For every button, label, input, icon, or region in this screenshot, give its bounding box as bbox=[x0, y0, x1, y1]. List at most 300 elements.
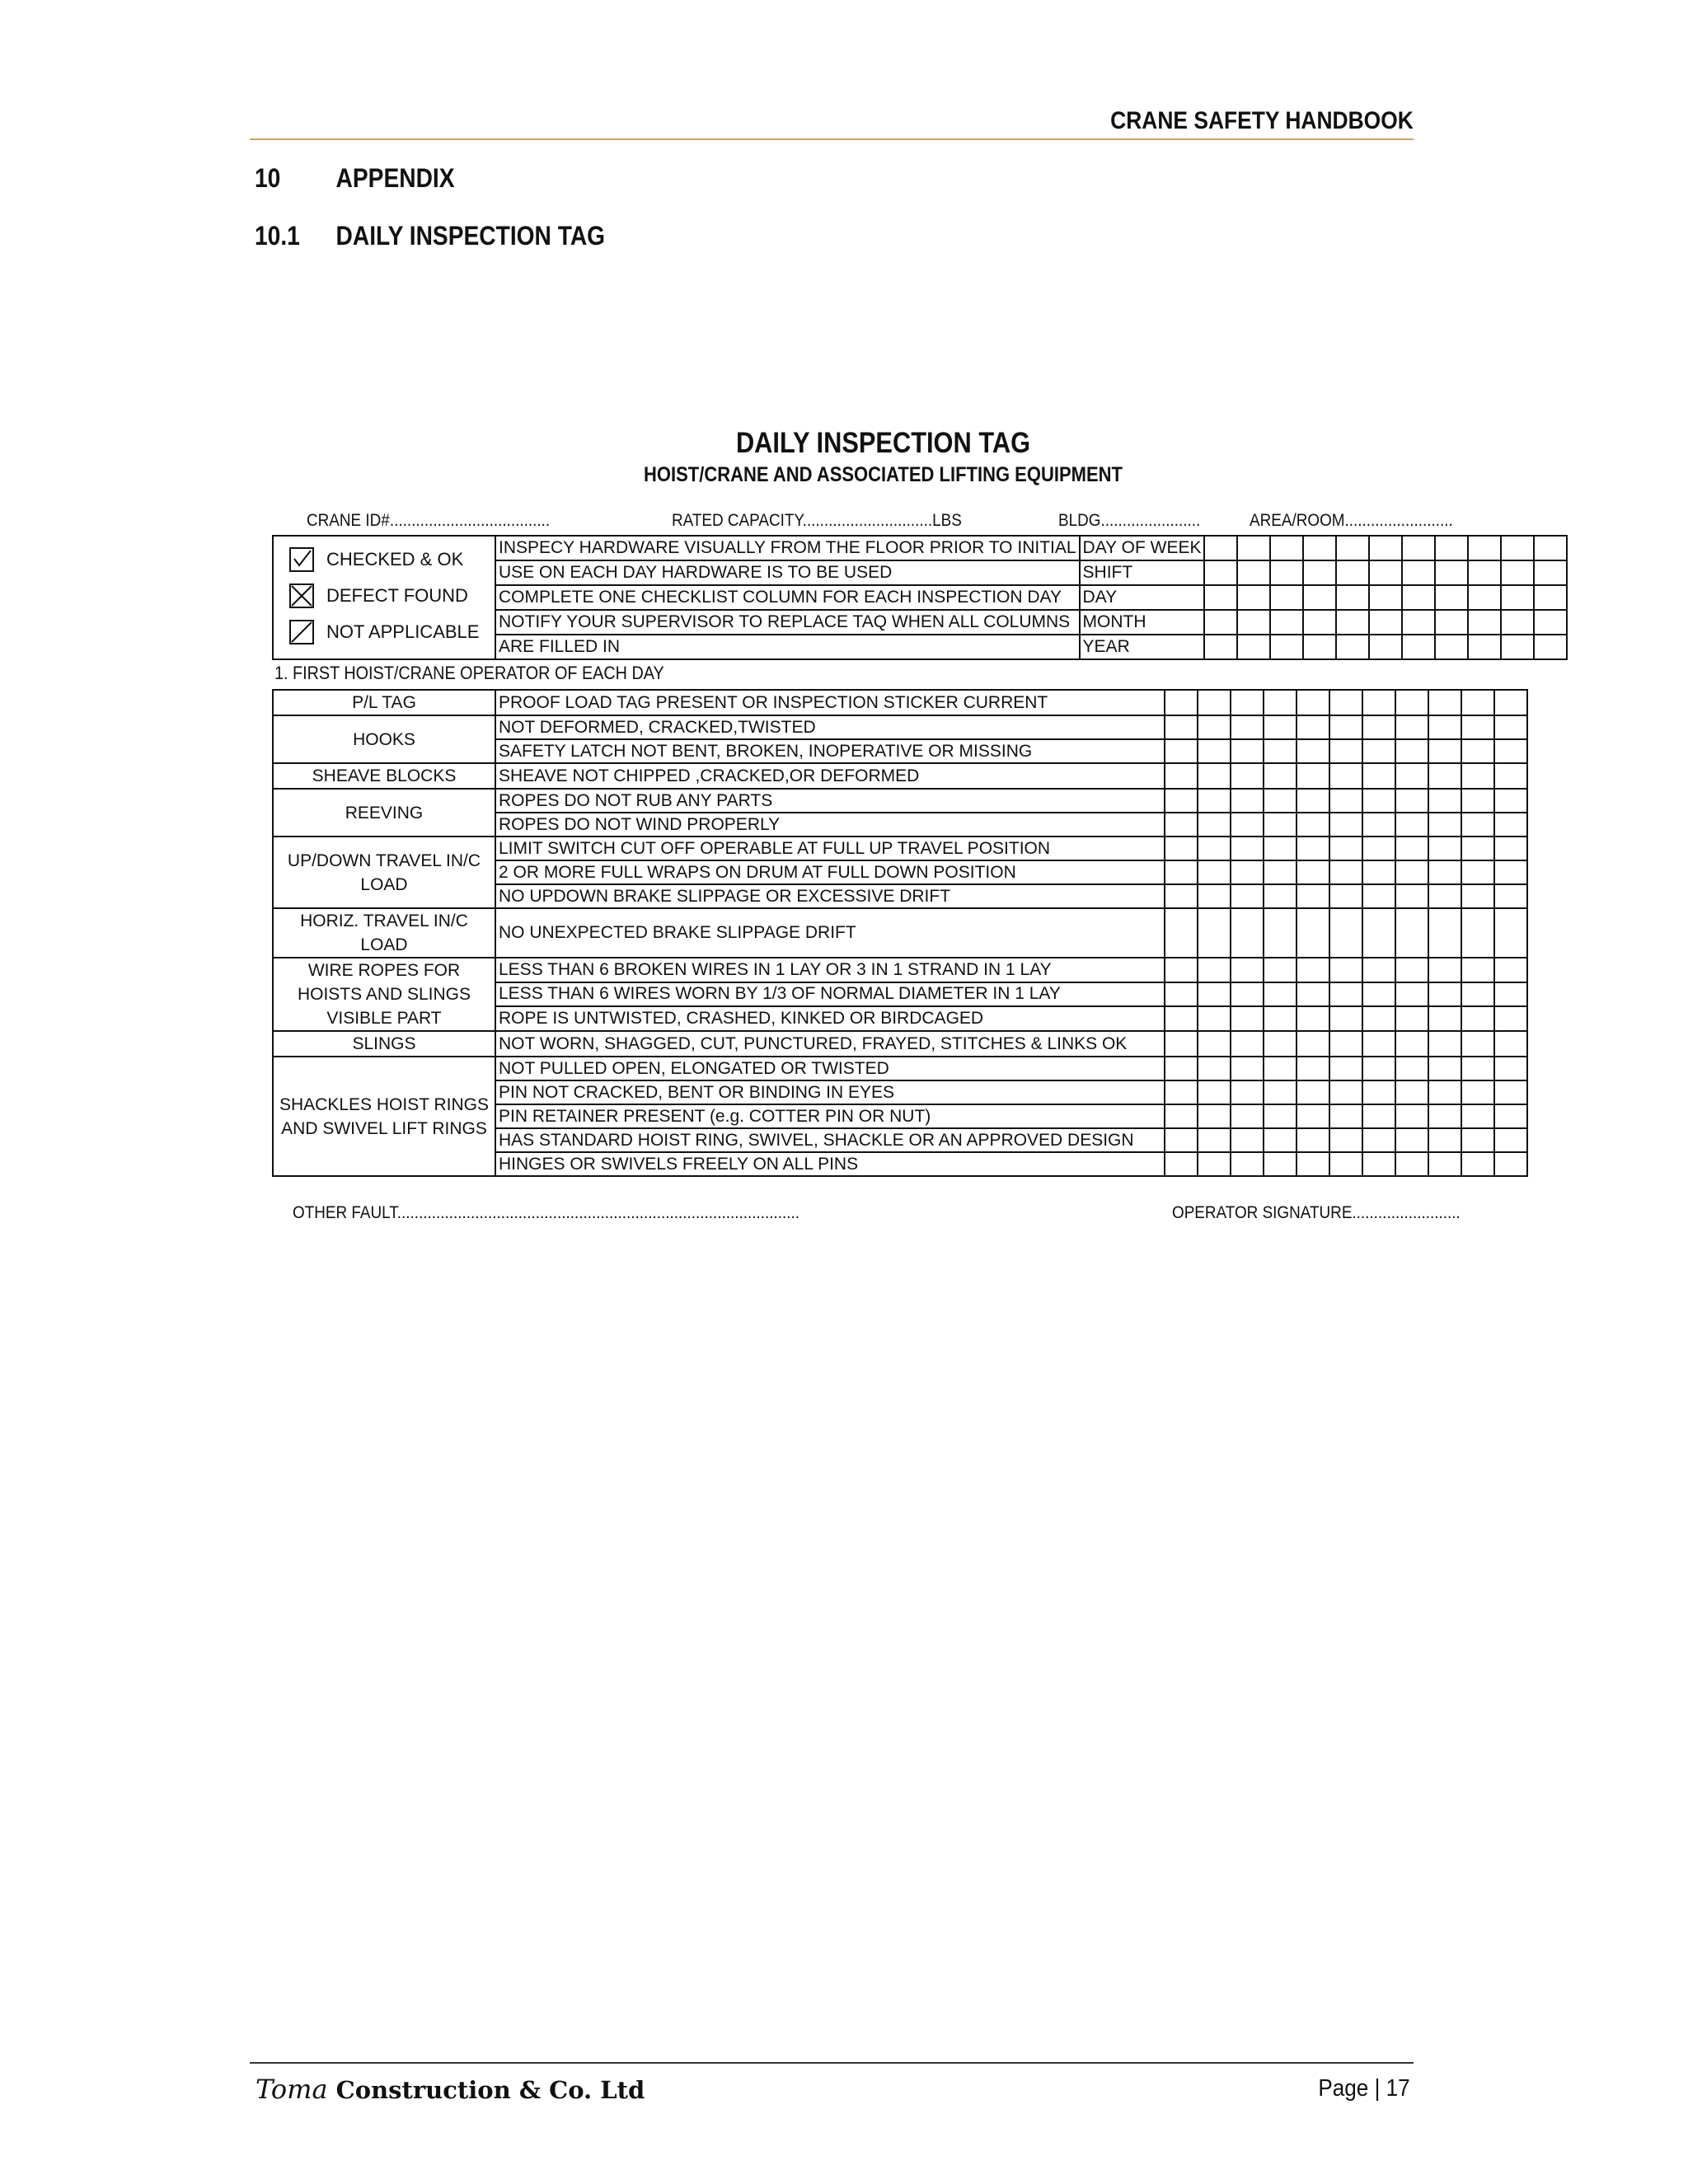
inspection-box[interactable] bbox=[1362, 763, 1395, 789]
inspection-box[interactable] bbox=[1395, 813, 1428, 837]
inspection-box[interactable] bbox=[1461, 1006, 1494, 1031]
inspection-box[interactable] bbox=[1395, 884, 1428, 908]
inspection-box[interactable] bbox=[1435, 536, 1468, 560]
inspection-box[interactable] bbox=[1428, 1104, 1461, 1128]
bldg-field[interactable]: BLDG....................... bbox=[1058, 511, 1201, 530]
inspection-box[interactable] bbox=[1428, 884, 1461, 908]
inspection-box[interactable] bbox=[1494, 982, 1527, 1007]
inspection-box[interactable] bbox=[1362, 884, 1395, 908]
inspection-box[interactable] bbox=[1231, 739, 1264, 763]
inspection-box[interactable] bbox=[1468, 635, 1501, 659]
inspection-box[interactable] bbox=[1468, 585, 1501, 610]
inspection-box[interactable] bbox=[1435, 585, 1468, 610]
inspection-box[interactable] bbox=[1270, 560, 1303, 585]
inspection-box[interactable] bbox=[1461, 958, 1494, 982]
inspection-box[interactable] bbox=[1296, 1080, 1329, 1104]
inspection-box[interactable] bbox=[1395, 1104, 1428, 1128]
inspection-box[interactable] bbox=[1270, 585, 1303, 610]
inspection-box[interactable] bbox=[1369, 610, 1402, 635]
inspection-box[interactable] bbox=[1501, 610, 1534, 635]
inspection-box[interactable] bbox=[1428, 813, 1461, 837]
inspection-box[interactable] bbox=[1428, 1128, 1461, 1152]
inspection-box[interactable] bbox=[1428, 1006, 1461, 1031]
inspection-box[interactable] bbox=[1362, 1128, 1395, 1152]
area-room-field[interactable]: AREA/ROOM......................... bbox=[1250, 511, 1453, 530]
inspection-box[interactable] bbox=[1329, 1152, 1362, 1176]
inspection-box[interactable] bbox=[1198, 1104, 1231, 1128]
inspection-box[interactable] bbox=[1264, 715, 1296, 739]
inspection-box[interactable] bbox=[1461, 884, 1494, 908]
inspection-box[interactable] bbox=[1198, 739, 1231, 763]
inspection-box[interactable] bbox=[1468, 560, 1501, 585]
inspection-box[interactable] bbox=[1296, 884, 1329, 908]
inspection-box[interactable] bbox=[1231, 813, 1264, 837]
inspection-box[interactable] bbox=[1231, 763, 1264, 789]
checklist-row bbox=[273, 908, 1527, 958]
inspection-box[interactable] bbox=[1329, 715, 1362, 739]
inspection-box[interactable] bbox=[1435, 560, 1468, 585]
inspection-box[interactable] bbox=[1428, 789, 1461, 813]
section-number: 10.1 bbox=[255, 221, 300, 251]
inspection-box[interactable] bbox=[1402, 536, 1435, 560]
inspection-box[interactable] bbox=[1395, 837, 1428, 860]
inspection-box[interactable] bbox=[1237, 536, 1270, 560]
inspection-box[interactable] bbox=[1336, 635, 1369, 659]
inspection-box[interactable] bbox=[1264, 739, 1296, 763]
inspection-box[interactable] bbox=[1395, 908, 1428, 958]
inspection-box[interactable] bbox=[1435, 610, 1468, 635]
inspection-box[interactable] bbox=[1264, 1080, 1296, 1104]
inspection-box[interactable] bbox=[1165, 1031, 1198, 1057]
inspection-box[interactable] bbox=[1329, 813, 1362, 837]
inspection-box[interactable] bbox=[1395, 1006, 1428, 1031]
inspection-box[interactable] bbox=[1204, 635, 1237, 659]
inspection-box[interactable] bbox=[1231, 884, 1264, 908]
inspection-box[interactable] bbox=[1296, 739, 1329, 763]
checklist-item: NOT WORN, SHAGGED, CUT, PUNCTURED, FRAYED, STITCHES & LINKS OK bbox=[495, 1031, 1165, 1057]
inspection-box[interactable] bbox=[1428, 837, 1461, 860]
inspection-box[interactable] bbox=[1362, 908, 1395, 958]
inspection-box[interactable] bbox=[1165, 1152, 1198, 1176]
inspection-box[interactable] bbox=[1165, 837, 1198, 860]
date-field-label: DAY OF WEEK bbox=[1080, 536, 1205, 560]
inspection-box[interactable] bbox=[1296, 908, 1329, 958]
inspection-box[interactable] bbox=[1501, 635, 1534, 659]
inspection-box[interactable] bbox=[1461, 1080, 1494, 1104]
inspection-box[interactable] bbox=[1296, 1104, 1329, 1128]
inspection-box[interactable] bbox=[1204, 610, 1237, 635]
inspection-box[interactable] bbox=[1369, 585, 1402, 610]
inspection-box[interactable] bbox=[1395, 715, 1428, 739]
inspection-box[interactable] bbox=[1264, 982, 1296, 1007]
inspection-box[interactable] bbox=[1461, 763, 1494, 789]
legend-block bbox=[273, 536, 495, 659]
inspection-box[interactable] bbox=[1494, 1057, 1527, 1080]
inspection-box[interactable] bbox=[1198, 884, 1231, 908]
inspection-box[interactable] bbox=[1296, 860, 1329, 884]
rated-capacity-field[interactable]: RATED CAPACITY..............................LBS bbox=[672, 511, 962, 530]
inspection-box[interactable] bbox=[1428, 958, 1461, 982]
inspection-box[interactable] bbox=[1468, 536, 1501, 560]
inspection-box[interactable] bbox=[1198, 837, 1231, 860]
inspection-box[interactable] bbox=[1461, 908, 1494, 958]
inspection-box[interactable] bbox=[1468, 610, 1501, 635]
inspection-box[interactable] bbox=[1362, 1152, 1395, 1176]
inspection-box[interactable] bbox=[1369, 560, 1402, 585]
inspection-box[interactable] bbox=[1165, 789, 1198, 813]
inspection-box[interactable] bbox=[1336, 585, 1369, 610]
inspection-box[interactable] bbox=[1264, 958, 1296, 982]
inspection-box[interactable] bbox=[1231, 908, 1264, 958]
checklist-category: SLINGS bbox=[273, 1031, 495, 1057]
inspection-box[interactable] bbox=[1329, 908, 1362, 958]
inspection-box[interactable] bbox=[1395, 860, 1428, 884]
inspection-box[interactable] bbox=[1296, 715, 1329, 739]
inspection-box[interactable] bbox=[1165, 1128, 1198, 1152]
inspection-box[interactable] bbox=[1534, 610, 1567, 635]
checklist-category: P/L TAG bbox=[273, 690, 495, 715]
inspection-box[interactable] bbox=[1198, 1006, 1231, 1031]
inspection-box[interactable] bbox=[1165, 1080, 1198, 1104]
checklist-item: LIMIT SWITCH CUT OFF OPERABLE AT FULL UP TRAVEL POSITION bbox=[495, 837, 1165, 860]
inspection-box[interactable] bbox=[1231, 1152, 1264, 1176]
inspection-box[interactable] bbox=[1231, 958, 1264, 982]
inspection-box[interactable] bbox=[1362, 860, 1395, 884]
inspection-box[interactable] bbox=[1494, 908, 1527, 958]
inspection-box[interactable] bbox=[1402, 560, 1435, 585]
inspection-box[interactable] bbox=[1198, 715, 1231, 739]
inspection-box[interactable] bbox=[1501, 585, 1534, 610]
inspection-box[interactable] bbox=[1494, 1031, 1527, 1057]
inspection-box[interactable] bbox=[1534, 536, 1567, 560]
inspection-box[interactable] bbox=[1501, 536, 1534, 560]
inspection-box[interactable] bbox=[1402, 585, 1435, 610]
inspection-box[interactable] bbox=[1501, 560, 1534, 585]
inspection-box[interactable] bbox=[1303, 610, 1336, 635]
inspection-box[interactable] bbox=[1198, 958, 1231, 982]
inspection-box[interactable] bbox=[1231, 1031, 1264, 1057]
inspection-box[interactable] bbox=[1198, 1080, 1231, 1104]
checklist-category: REEVING bbox=[273, 789, 495, 837]
inspection-box[interactable] bbox=[1461, 690, 1494, 715]
inspection-box[interactable] bbox=[1264, 1006, 1296, 1031]
inspection-box[interactable] bbox=[1264, 1057, 1296, 1080]
inspection-box[interactable] bbox=[1494, 690, 1527, 715]
inspection-box[interactable] bbox=[1461, 789, 1494, 813]
inspection-box[interactable] bbox=[1461, 1152, 1494, 1176]
section-heading-daily-inspection-tag bbox=[255, 221, 605, 251]
inspection-box[interactable] bbox=[1165, 958, 1198, 982]
inspection-box[interactable] bbox=[1231, 715, 1264, 739]
inspection-box[interactable] bbox=[1296, 1152, 1329, 1176]
inspection-box[interactable] bbox=[1494, 884, 1527, 908]
inspection-box[interactable] bbox=[1165, 860, 1198, 884]
inspection-box[interactable] bbox=[1461, 1104, 1494, 1128]
inspection-box[interactable] bbox=[1264, 813, 1296, 837]
inspection-box[interactable] bbox=[1296, 763, 1329, 789]
inspection-box[interactable] bbox=[1296, 690, 1329, 715]
inspection-box[interactable] bbox=[1296, 789, 1329, 813]
inspection-box[interactable] bbox=[1402, 635, 1435, 659]
checklist-table bbox=[272, 689, 1528, 1177]
inspection-box[interactable] bbox=[1237, 560, 1270, 585]
inspection-box[interactable] bbox=[1165, 884, 1198, 908]
inspection-box[interactable] bbox=[1303, 536, 1336, 560]
inspection-box[interactable] bbox=[1237, 610, 1270, 635]
inspection-box[interactable] bbox=[1198, 690, 1231, 715]
inspection-box[interactable] bbox=[1329, 1080, 1362, 1104]
inspection-box[interactable] bbox=[1362, 982, 1395, 1007]
inspection-box[interactable] bbox=[1231, 1057, 1264, 1080]
inspection-box[interactable] bbox=[1329, 1057, 1362, 1080]
inspection-box[interactable] bbox=[1362, 1031, 1395, 1057]
inspection-box[interactable] bbox=[1494, 739, 1527, 763]
checklist-item: HINGES OR SWIVELS FREELY ON ALL PINS bbox=[495, 1152, 1165, 1176]
inspection-box[interactable] bbox=[1369, 536, 1402, 560]
inspection-box[interactable] bbox=[1329, 739, 1362, 763]
inspection-box[interactable] bbox=[1270, 635, 1303, 659]
inspection-box[interactable] bbox=[1428, 690, 1461, 715]
inspection-box[interactable] bbox=[1336, 560, 1369, 585]
inspection-box[interactable] bbox=[1395, 1057, 1428, 1080]
inspection-box[interactable] bbox=[1494, 813, 1527, 837]
inspection-box[interactable] bbox=[1198, 1057, 1231, 1080]
checklist-category: SHEAVE BLOCKS bbox=[273, 763, 495, 789]
inspection-box[interactable] bbox=[1231, 1006, 1264, 1031]
inspection-box[interactable] bbox=[1494, 1152, 1527, 1176]
checklist-category: WIRE ROPES FOR HOISTS AND SLINGS VISIBLE PART bbox=[273, 958, 495, 1031]
crane-id-field[interactable]: CRANE ID#..................................... bbox=[307, 511, 551, 530]
inspection-box[interactable] bbox=[1461, 1128, 1494, 1152]
inspection-box[interactable] bbox=[1461, 982, 1494, 1007]
inspection-box[interactable] bbox=[1494, 715, 1527, 739]
inspection-box[interactable] bbox=[1165, 908, 1198, 958]
inspection-box[interactable] bbox=[1461, 739, 1494, 763]
inspection-box[interactable] bbox=[1198, 860, 1231, 884]
inspection-box[interactable] bbox=[1428, 1031, 1461, 1057]
inspection-box[interactable] bbox=[1428, 860, 1461, 884]
tag-subtitle: HOIST/CRANE AND ASSOCIATED LIFTING EQUIPMENT bbox=[644, 463, 1123, 486]
operator-signature-field[interactable]: OPERATOR SIGNATURE......................... bbox=[1172, 1203, 1461, 1222]
inspection-box[interactable] bbox=[1395, 982, 1428, 1007]
inspection-box[interactable] bbox=[1204, 536, 1237, 560]
inspection-box[interactable] bbox=[1204, 560, 1237, 585]
inspection-box[interactable] bbox=[1165, 1104, 1198, 1128]
inspection-box[interactable] bbox=[1204, 585, 1237, 610]
inspection-box[interactable] bbox=[1198, 763, 1231, 789]
inspection-box[interactable] bbox=[1329, 1104, 1362, 1128]
inspection-box[interactable] bbox=[1329, 763, 1362, 789]
inspection-box[interactable] bbox=[1329, 1128, 1362, 1152]
inspection-box[interactable] bbox=[1264, 908, 1296, 958]
inspection-box[interactable] bbox=[1296, 1128, 1329, 1152]
inspection-box[interactable] bbox=[1329, 958, 1362, 982]
inspection-box[interactable] bbox=[1296, 1057, 1329, 1080]
brand-name: Toma bbox=[256, 2074, 328, 2105]
instruction-line: ARE FILLED IN bbox=[495, 635, 1080, 659]
inspection-box[interactable] bbox=[1165, 763, 1198, 789]
inspection-box[interactable] bbox=[1237, 635, 1270, 659]
inspection-box[interactable] bbox=[1428, 1080, 1461, 1104]
inspection-box[interactable] bbox=[1395, 1152, 1428, 1176]
checklist-item: HAS STANDARD HOIST RING, SWIVEL, SHACKLE OR AN APPROVED DESIGN bbox=[495, 1128, 1165, 1152]
inspection-box[interactable] bbox=[1494, 1080, 1527, 1104]
inspection-box[interactable] bbox=[1395, 1128, 1428, 1152]
checklist-item: NOT PULLED OPEN, ELONGATED OR TWISTED bbox=[495, 1057, 1165, 1080]
inspection-box[interactable] bbox=[1165, 739, 1198, 763]
inspection-box[interactable] bbox=[1296, 958, 1329, 982]
inspection-box[interactable] bbox=[1231, 690, 1264, 715]
inspection-box[interactable] bbox=[1494, 1006, 1527, 1031]
inspection-box[interactable] bbox=[1534, 635, 1567, 659]
inspection-box[interactable] bbox=[1198, 1031, 1231, 1057]
inspection-box[interactable] bbox=[1461, 1031, 1494, 1057]
inspection-box[interactable] bbox=[1494, 789, 1527, 813]
inspection-box[interactable] bbox=[1270, 536, 1303, 560]
inspection-box[interactable] bbox=[1165, 690, 1198, 715]
inspection-box[interactable] bbox=[1461, 1057, 1494, 1080]
inspection-box[interactable] bbox=[1165, 715, 1198, 739]
legend-table bbox=[272, 535, 1568, 660]
section-number: 10 bbox=[255, 163, 281, 193]
inspection-box[interactable] bbox=[1461, 715, 1494, 739]
inspection-box[interactable] bbox=[1198, 982, 1231, 1007]
inspection-box[interactable] bbox=[1296, 1031, 1329, 1057]
inspection-box[interactable] bbox=[1494, 860, 1527, 884]
instruction-line: INSPECY HARDWARE VISUALLY FROM THE FLOOR PRIOR TO INITIAL bbox=[495, 536, 1080, 560]
inspection-box[interactable] bbox=[1270, 610, 1303, 635]
inspection-box[interactable] bbox=[1264, 1128, 1296, 1152]
inspection-box[interactable] bbox=[1165, 982, 1198, 1007]
inspection-box[interactable] bbox=[1362, 715, 1395, 739]
inspection-box[interactable] bbox=[1362, 813, 1395, 837]
inspection-box[interactable] bbox=[1362, 1006, 1395, 1031]
checklist-row bbox=[273, 763, 1527, 789]
inspection-box[interactable] bbox=[1296, 1006, 1329, 1031]
inspection-box[interactable] bbox=[1329, 1031, 1362, 1057]
inspection-box[interactable] bbox=[1428, 982, 1461, 1007]
inspection-box[interactable] bbox=[1395, 789, 1428, 813]
inspection-box[interactable] bbox=[1237, 585, 1270, 610]
inspection-box[interactable] bbox=[1303, 635, 1336, 659]
checklist-item: LESS THAN 6 BROKEN WIRES IN 1 LAY OR 3 IN 1 STRAND IN 1 LAY bbox=[495, 958, 1165, 982]
date-field-label: DAY bbox=[1080, 585, 1205, 610]
inspection-box[interactable] bbox=[1231, 1080, 1264, 1104]
inspection-box[interactable] bbox=[1264, 763, 1296, 789]
inspection-box[interactable] bbox=[1402, 610, 1435, 635]
inspection-box[interactable] bbox=[1264, 1031, 1296, 1057]
inspection-box[interactable] bbox=[1296, 982, 1329, 1007]
inspection-box[interactable] bbox=[1494, 1104, 1527, 1128]
section-title: APPENDIX bbox=[335, 163, 455, 193]
inspection-box[interactable] bbox=[1231, 837, 1264, 860]
inspection-box[interactable] bbox=[1231, 789, 1264, 813]
inspection-box[interactable] bbox=[1395, 739, 1428, 763]
inspection-box[interactable] bbox=[1494, 837, 1527, 860]
checklist-item: ROPES DO NOT WIND PROPERLY bbox=[495, 813, 1165, 837]
inspection-box[interactable] bbox=[1329, 884, 1362, 908]
inspection-box[interactable] bbox=[1198, 908, 1231, 958]
inspection-box[interactable] bbox=[1296, 837, 1329, 860]
inspection-box[interactable] bbox=[1362, 837, 1395, 860]
inspection-box[interactable] bbox=[1362, 1104, 1395, 1128]
inspection-box[interactable] bbox=[1165, 1057, 1198, 1080]
inspection-box[interactable] bbox=[1362, 1080, 1395, 1104]
inspection-box[interactable] bbox=[1461, 860, 1494, 884]
inspection-box[interactable] bbox=[1336, 610, 1369, 635]
inspection-box[interactable] bbox=[1198, 1152, 1231, 1176]
inspection-box[interactable] bbox=[1428, 763, 1461, 789]
inspection-box[interactable] bbox=[1494, 1128, 1527, 1152]
inspection-box[interactable] bbox=[1362, 1057, 1395, 1080]
inspection-box[interactable] bbox=[1329, 860, 1362, 884]
inspection-box[interactable] bbox=[1198, 813, 1231, 837]
inspection-box[interactable] bbox=[1303, 585, 1336, 610]
checklist-item: SAFETY LATCH NOT BENT, BROKEN, INOPERATIVE OR MISSING bbox=[495, 739, 1165, 763]
inspection-box[interactable] bbox=[1494, 958, 1527, 982]
inspection-box[interactable] bbox=[1428, 908, 1461, 958]
inspection-box[interactable] bbox=[1329, 789, 1362, 813]
inspection-box[interactable] bbox=[1329, 690, 1362, 715]
inspection-box[interactable] bbox=[1264, 860, 1296, 884]
inspection-box[interactable] bbox=[1494, 763, 1527, 789]
inspection-box[interactable] bbox=[1264, 789, 1296, 813]
inspection-box[interactable] bbox=[1264, 837, 1296, 860]
inspection-box[interactable] bbox=[1435, 635, 1468, 659]
inspection-box[interactable] bbox=[1428, 715, 1461, 739]
inspection-box[interactable] bbox=[1264, 1104, 1296, 1128]
inspection-box[interactable] bbox=[1198, 789, 1231, 813]
inspection-box[interactable] bbox=[1395, 1080, 1428, 1104]
inspection-box[interactable] bbox=[1362, 739, 1395, 763]
inspection-box[interactable] bbox=[1231, 860, 1264, 884]
inspection-box[interactable] bbox=[1461, 837, 1494, 860]
inspection-box[interactable] bbox=[1231, 1104, 1264, 1128]
inspection-box[interactable] bbox=[1329, 1006, 1362, 1031]
inspection-box[interactable] bbox=[1395, 763, 1428, 789]
inspection-box[interactable] bbox=[1165, 1006, 1198, 1031]
inspection-box[interactable] bbox=[1362, 789, 1395, 813]
inspection-box[interactable] bbox=[1296, 813, 1329, 837]
instruction-line: NOTIFY YOUR SUPERVISOR TO REPLACE TAQ WHEN ALL COLUMNS bbox=[495, 610, 1080, 635]
inspection-box[interactable] bbox=[1428, 1057, 1461, 1080]
inspection-box[interactable] bbox=[1534, 560, 1567, 585]
inspection-box[interactable] bbox=[1264, 690, 1296, 715]
inspection-box[interactable] bbox=[1231, 1128, 1264, 1152]
inspection-box[interactable] bbox=[1395, 1031, 1428, 1057]
inspection-box[interactable] bbox=[1428, 1152, 1461, 1176]
inspection-box[interactable] bbox=[1303, 560, 1336, 585]
inspection-box[interactable] bbox=[1329, 982, 1362, 1007]
inspection-box[interactable] bbox=[1165, 813, 1198, 837]
inspection-box[interactable] bbox=[1534, 585, 1567, 610]
inspection-box[interactable] bbox=[1336, 536, 1369, 560]
inspection-box[interactable] bbox=[1369, 635, 1402, 659]
inspection-box[interactable] bbox=[1264, 1152, 1296, 1176]
inspection-box[interactable] bbox=[1362, 958, 1395, 982]
inspection-box[interactable] bbox=[1198, 1128, 1231, 1152]
other-fault-field[interactable]: OTHER FAULT............................................................................................. bbox=[293, 1203, 800, 1222]
inspection-box[interactable] bbox=[1231, 982, 1264, 1007]
checklist-item: NO UNEXPECTED BRAKE SLIPPAGE DRIFT bbox=[495, 908, 1165, 958]
inspection-box[interactable] bbox=[1264, 884, 1296, 908]
inspection-box[interactable] bbox=[1395, 958, 1428, 982]
inspection-box[interactable] bbox=[1395, 690, 1428, 715]
inspection-box[interactable] bbox=[1461, 813, 1494, 837]
inspection-box[interactable] bbox=[1428, 739, 1461, 763]
inspection-box[interactable] bbox=[1362, 690, 1395, 715]
inspection-box[interactable] bbox=[1329, 837, 1362, 860]
